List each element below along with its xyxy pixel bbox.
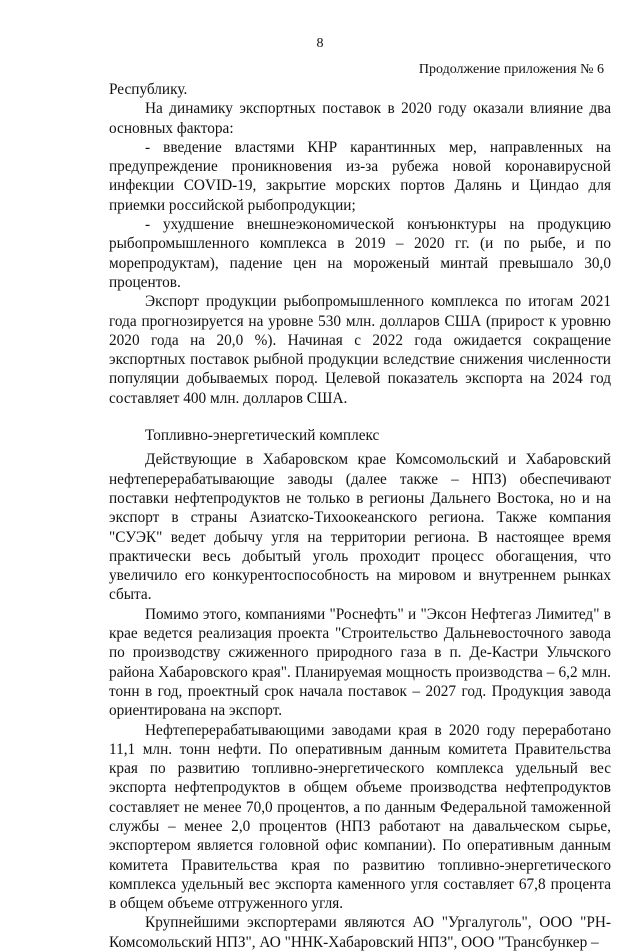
appendix-continuation-note: Продолжение приложения № 6 — [418, 62, 604, 77]
paragraph-oil-refining-2020: Нефтеперерабатывающими заводами края в 2020 году переработано 11,1 млн. тонн нефти. По оперативным данным комитета Правительства края по развитию топливно-энергетического комплекса удельный вес экспорта нефтепродуктов в общем объеме производства нефтепродуктов составляет не менее 70,0 процентов, а по данным Федеральной таможенной службы – менее 2,0 процентов (НПЗ работают на давальческом сырье, экспортером является головной офис компании). По оперативным данным комитета Правительства края по развитию топливно-энергетического комплекса удельный вес экспорта каменного угля составляет 67,8 процента в общем объеме отгруженного угля. — [109, 721, 611, 913]
paragraph-refineries: Действующие в Хабаровском крае Комсомольский и Хабаровский нефтеперерабатывающие заводы (далее также – НПЗ) обеспечивают поставки нефтепродуктов не только в регионы Дальнего Востока, но и на экспорт в страны Азиатско-Тихоокеанского региона. Также компания "СУЭК" ведет добычу угля на территории региона. В настоящее время практически весь добытый уголь проходит процесс обогащения, что увеличило его конкурентоспособность на мировом и внутреннем рынках сбыта. — [109, 451, 611, 604]
paragraph-factor-quarantine: - введение властями КНР карантинных мер, направленных на предупреждение проникновения из-за рубежа новой коронавирусной инфекции COVID-19, закрытие морских портов Далянь и Циндао для приемки российской рыбопродукции; — [109, 138, 611, 214]
paragraph-export-dynamics: На динамику экспортных поставок в 2020 году оказали влияние два основных фактора: — [109, 100, 611, 137]
paragraph-continuation: Республику. — [109, 81, 188, 98]
paragraph-fish-export-forecast: Экспорт продукции рыбопромышленного комплекса по итогам 2021 года прогнозируется на уровне 530 млн. долларов США (прирост к уровню 2020 года на 20,0 %). Начиная с 2022 года ожидается сокращение экспортных поставок рыбной продукции вследствие снижения численности популяции добываемых пород. Целевой показатель экспорта на 2024 год составляет 400 млн. долларов США. — [109, 293, 611, 407]
section-heading-fuel-energy: Топливно-энергетический комплекс — [145, 427, 380, 445]
paragraph-largest-exporters: Крупнейшими экспортерами являются АО "Ургалуголь", ООО "РН-Комсомольский НПЗ", АО "ННК-Хабаровский НПЗ", ООО "Трансбункер – — [109, 914, 611, 951]
paragraph-lng-project: Помимо этого, компаниями "Роснефть" и "Эксон Нефтегаз Лимитед" в крае ведется реализация проекта "Строительство Дальневосточного завода по производству сжиженного природного газа в п. Де-Кастри Ульчского района Хабаровского края". Планируемая мощность производства – 6,2 млн. тонн в год, проектный срок начала поставок – 2027 год. Продукция завода ориентирована на экспорт. — [109, 605, 611, 720]
body-text — [109, 80, 611, 952]
page-number: 8 — [316, 36, 324, 51]
paragraph-factor-market: - ухудшение внешнеэкономической конъюнктуры на продукцию рыбопромышленного комплекса в 2019 – 2020 гг. (и по рыбе, и по морепродуктам), падение цен на мороженый минтай превышало 30,0 процентов. — [109, 216, 611, 291]
